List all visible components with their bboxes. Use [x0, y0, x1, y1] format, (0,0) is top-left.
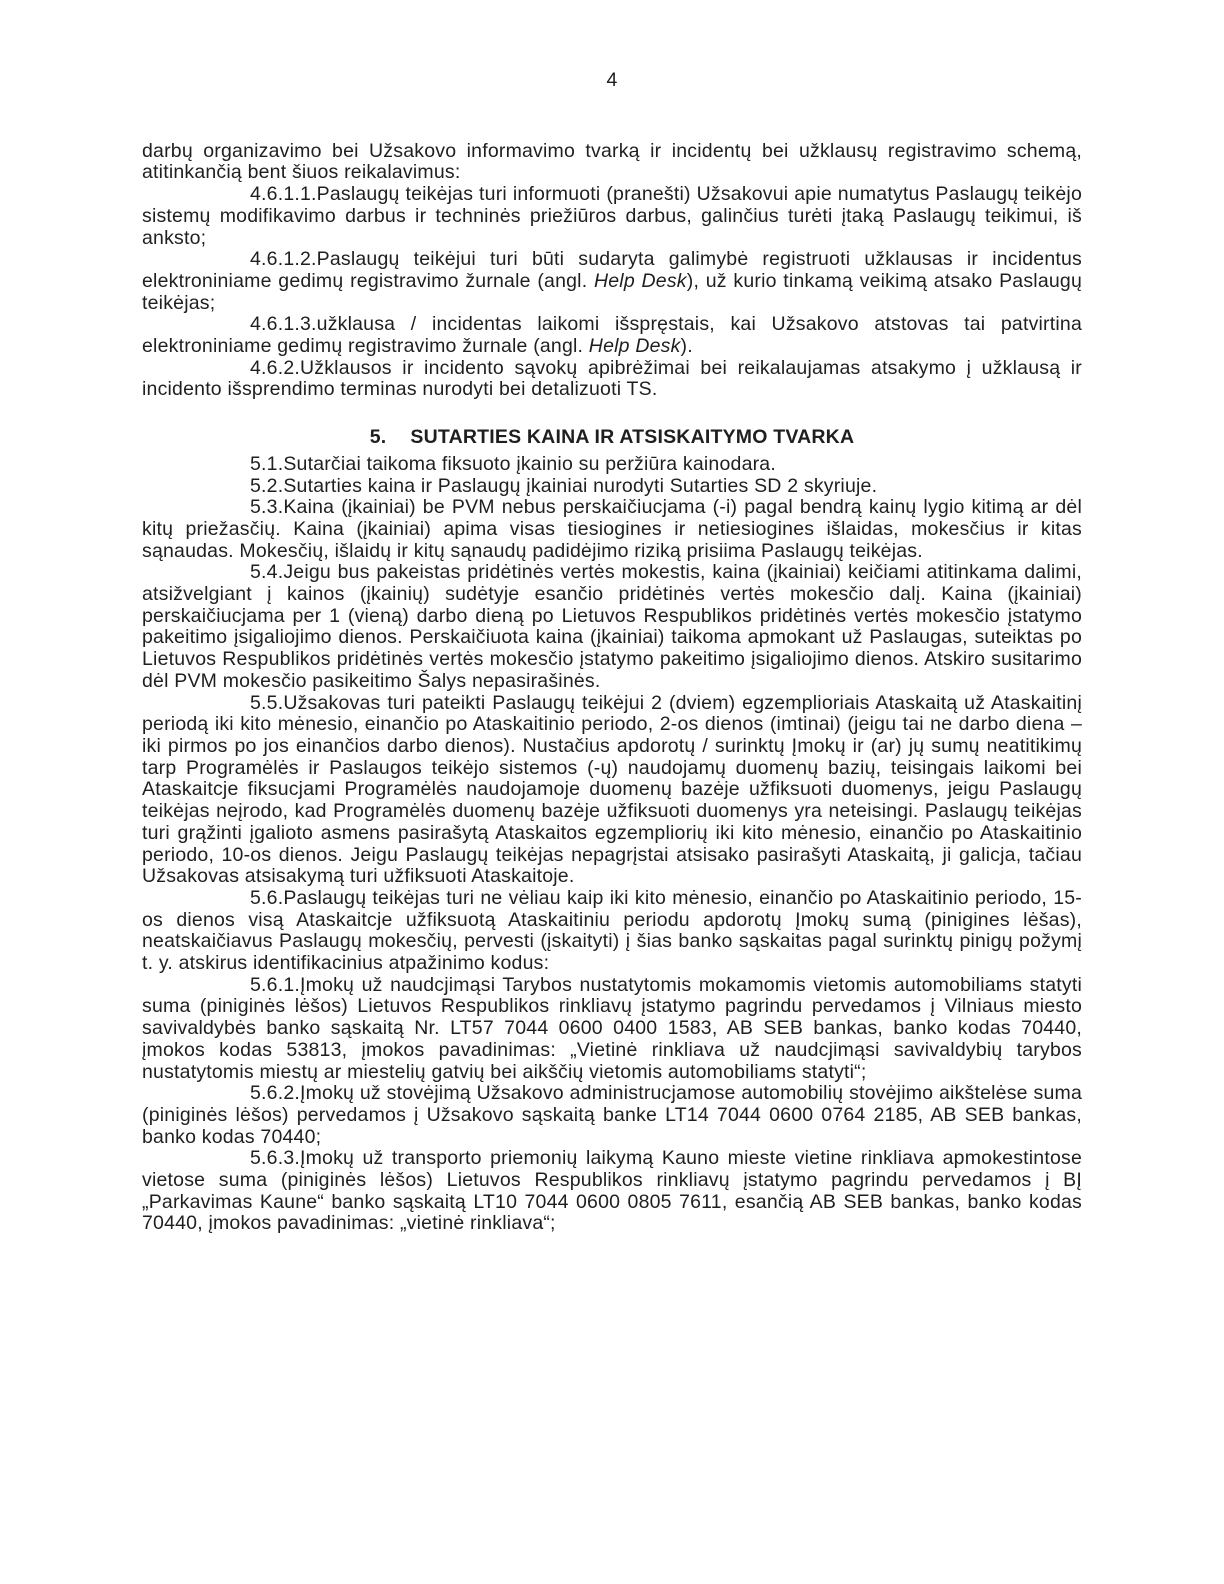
paragraph-5-3 — [142, 497, 1082, 562]
paragraph-5-1 — [142, 454, 1082, 476]
clause-text: Kaina (įkainiai) be PVM nebus perskaičiucjama (-i) pagal bendrą kainų lygio kitimą ar dėl kitų priežasčių. Kaina (įkainiai) apima visas tiesiogines ir netiesiogines išlaidas, mokesčius ir kitas sąnaudas. Mokesčių, išlaidų ir kitų sąnaudų padidėjimo riziką prisiima Paslaugų teikėjas. — [142, 496, 1082, 562]
clause-text-italic: Help Desk — [588, 335, 681, 358]
section-heading-title: SUTARTIES KAINA IR ATSISKAITYMO TVARKA — [410, 426, 855, 449]
paragraph-5-4 — [142, 562, 1082, 692]
clause-text: Užsakovas turi pateikti Paslaugų teikėjui 2 (dviem) egzemplioriais Ataskaitą už Ataskaitinį periodą iki kito mėnesio, einančio po Ataskaitinio periodo, 2-os dienos (imtinai) (jeigu tai ne darbo diena – iki pirmos po jos einančios darbo dienos). Nustačius apdorotų / surinktų Įmokų ir (ar) jų sumų neatitikimų tarp Programėlės ir Paslaugos teikėjo sistemos (-ų) naudojamų duomenų bazių, teisingais laikomi bei Ataskaitcje fiksucjami Programėlės naudojamoje duomenų bazėje užfiksuoti duomenys, jeigu Paslaugų teikėjas neįrodo, kad Programėlės duomenų bazėje užfiksuoti duomenys yra neteisingi. Paslaugų teikėjas turi grąžinti įgalioto asmens pasirašytą Ataskaitos egzempliorių iki kito mėnesio, einančio po Ataskaitinio periodo, 10-os dienos. Jeigu Paslaugų teikėjas nepagrįstai atsisako pasirašyti Ataskaitą, ji galicja, tačiau Užsakovas atsisakymą turi užfiksuoti Ataskaitoje. — [142, 691, 1082, 888]
paragraph-4-6-1-3 — [142, 314, 1082, 357]
paragraph-5-6 — [142, 888, 1082, 975]
page-number: 4 — [606, 69, 618, 91]
paragraph-5-2 — [142, 476, 1082, 498]
paragraph-4-6-1-1 — [142, 184, 1082, 249]
clause-number: 4.6.2. — [250, 356, 300, 379]
clause-text: Įmokų už transporto priemonių laikymą Kauno mieste vietine rinkliava apmokestintose vietose suma (piniginės lėšos) Lietuvos Respublikos rinkliavų įstatymo pagrindu pervedamos į BĮ „Parkavimas Kaune“ banko sąskaitą LT10 7044 0600 0805 7611, esančią AB SEB bankas, banko kodas 70440, įmokos pavadinimas: „vietinė rinkliava“; — [142, 1147, 1082, 1235]
clause-number: 5.6.1. — [250, 973, 300, 996]
paragraph-5-6-1 — [142, 975, 1082, 1084]
section-heading-number: 5. — [369, 426, 387, 449]
clause-text: Sutarties kaina ir Paslaugų įkainiai nurodyti Sutarties SD 2 skyriuje. — [283, 474, 878, 497]
clause-text: Jeigu bus pakeistas pridėtinės vertės mokestis, kaina (įkainiai) keičiami atitinkama dalimi, atsižvelgiant į kainos (įkainių) sudėtyje esančio pridėtinės vertės mokesčio dalį. Kaina (įkainiai) perskaičiucjama per 1 (vieną) darbo dieną po Lietuvos Respublikos pridėtinės vertės mokesčio įstatymo pakeitimo įsigaliojimo dienos. Perskaičiuota kaina (įkainiai) taikoma apmokant už Paslaugas, suteiktas po Lietuvos Respublikos pridėtinės vertės mokesčio įstatymo pakeitimo įsigaliojimo dienos. Atskiro susitarimo dėl PVM mokesčio pasikeitimo Šalys nepasirašinės. — [142, 561, 1082, 692]
clause-number: 5.2. — [250, 474, 284, 497]
section-heading — [142, 427, 1082, 449]
clause-number: 5.3. — [250, 496, 284, 519]
clause-text: Įmokų už stovėjimą Užsakovo administrucjamose automobilių stovėjimo aikštelėse suma (piniginės lėšos) pervedamos į Užsakovo sąskaitą banke LT14 7044 0600 0764 2185, AB SEB bankas, banko kodas 70440; — [142, 1082, 1082, 1148]
clause-number: 5.1. — [250, 452, 284, 475]
paragraph-4-6-1-2 — [142, 249, 1082, 314]
clause-text: darbų organizavimo bei Užsakovo informavimo tvarką ir incidentų bei užklausų registravimo schemą, atitinkančią bent šiuos reikalavimus: — [142, 139, 1082, 184]
paragraph-5-5 — [142, 693, 1082, 888]
clause-text: ). — [680, 335, 693, 358]
paragraph-5-6-3 — [142, 1148, 1082, 1235]
clause-text: Paslaugų teikėjas turi informuoti (pranešti) Užsakovui apie numatytus Paslaugų teikėjo sistemų modifikavimo darbus ir techninės priežiūros darbus, galinčius turėti įtaką Paslaugų teikimui, iš anksto; — [142, 183, 1082, 249]
clause-number: 5.6.2. — [250, 1082, 300, 1105]
paragraph-continuation — [142, 141, 1082, 184]
document-body — [142, 141, 1082, 1235]
clause-number: 5.5. — [250, 691, 284, 714]
clause-number: 5.6. — [250, 886, 284, 909]
clause-number: 4.6.1.1. — [250, 183, 317, 206]
clause-text: Paslaugų teikėjui turi būti sudaryta galimybė registruoti užklausas ir incidentus elektroniniame gedimų registravimo žurnale (angl. — [142, 248, 1082, 292]
clause-text: Užklausos ir incidento sąvokų apibrėžimai bei reikalaujamas atsakymo į užklausą ir incidento išsprendimo terminas nurodyti bei detalizuoti TS. — [142, 356, 1082, 401]
clause-number: 4.6.1.2. — [250, 248, 317, 271]
paragraph-4-6-2 — [142, 358, 1082, 401]
clause-text: Sutarčiai taikoma fiksuoto įkainio su peržiūra kainodara. — [283, 452, 776, 475]
clause-number: 4.6.1.3. — [250, 313, 317, 336]
clause-text-italic: Help Desk — [593, 269, 687, 292]
clause-text: ), už kurio tinkamą veikimą atsako Paslaugų teikėjas; — [142, 269, 1082, 314]
clause-number: 5.4. — [250, 561, 284, 584]
paragraph-5-6-2 — [142, 1083, 1082, 1148]
clause-text: Paslaugų teikėjas turi ne vėliau kaip iki kito mėnesio, einančio po Ataskaitinio periodo, 15-os dienos visą Ataskaitcje užfiksuotą Ataskaitiniu periodu apdorotų Įmokų sumą (pinigines lėšas), neatskaičiavus Paslaugų mokesčių, pervesti (įskaityti) į šias banko sąskaitas pagal surinktų pinigų požymį t. y. atskirus identifikacinius atpažinimo kodus: — [142, 886, 1082, 975]
clause-text: užklausa / incidentas laikomi išspręstais, kai Užsakovo atstovas tai patvirtina elektroniniame gedimų registravimo žurnale (angl. — [142, 313, 1082, 358]
clause-text: Įmokų už naudcjimąsi Tarybos nustatytomis mokamomis vietomis automobiliams statyti suma (piniginės lėšos) Lietuvos Respublikos rinkliavų įstatymo pagrindu pervedamos į Vilniaus miesto savivaldybės banko sąskaitą Nr. LT57 7044 0600 0400 1583, AB SEB bankas, banko kodas 70440, įmokos kodas 53813, įmokos pavadinimas: „Vietinė rinkliava už naudcjimąsi savivaldybių tarybos nustatytomis miestų ar miestelių gatvių bei aikščių vietomis automobiliams statyti“; — [142, 973, 1082, 1083]
clause-number: 5.6.3. — [250, 1147, 300, 1170]
